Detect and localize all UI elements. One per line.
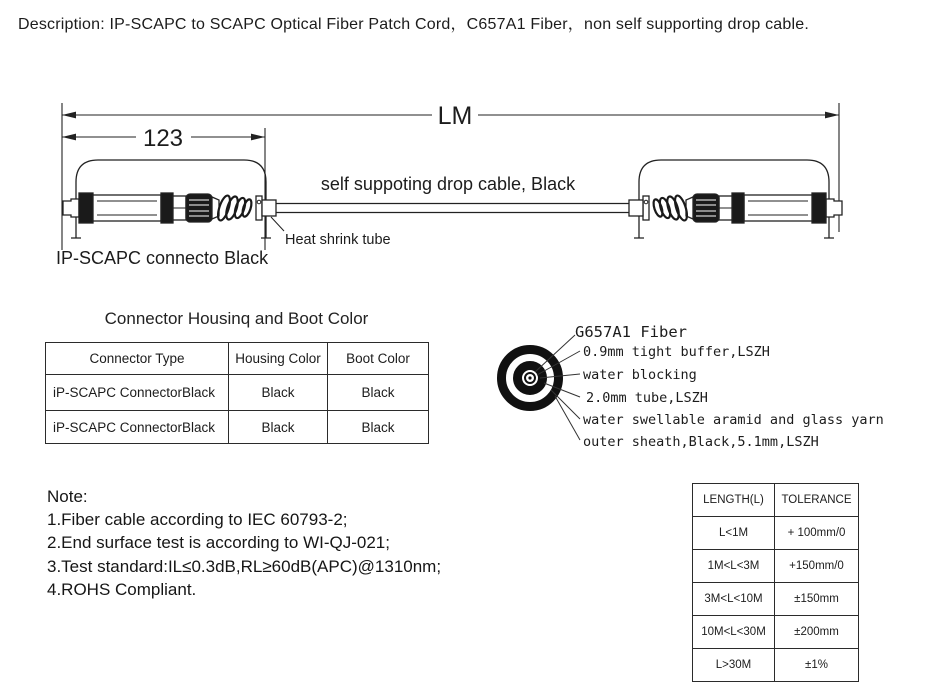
housing-color-cell: Black <box>229 411 328 444</box>
housing-color-cell: Black <box>229 375 328 411</box>
connector-color-table <box>45 342 429 444</box>
aramid-yarn-label: water swellable aramid and glass yarn <box>583 412 884 428</box>
length-cell: L>30M <box>693 649 775 682</box>
tolerance-cell: + 100mm/0 <box>775 517 859 550</box>
fiber-core-dot <box>528 376 531 379</box>
col-length: LENGTH(L) <box>693 484 775 517</box>
length-cell: L<1M <box>693 517 775 550</box>
tolerance-cell: +150mm/0 <box>775 550 859 583</box>
table-row <box>693 583 859 616</box>
table-row <box>693 616 859 649</box>
notes-title: Note: <box>47 487 88 506</box>
table-header-row <box>693 484 859 517</box>
fiber-type-label: G657A1 Fiber <box>575 323 687 341</box>
tolerance-cell: ±200mm <box>775 616 859 649</box>
tolerance-cell: ±150mm <box>775 583 859 616</box>
table-row <box>693 517 859 550</box>
cable-type-label: self suppoting drop cable, Black <box>320 174 576 194</box>
description-text: Description: IP-SCAPC to SCAPC Optical Fiber Patch Cord，C657A1 Fiber，non self supporting drop cable. <box>18 16 810 33</box>
water-blocking-label: water blocking <box>583 367 697 383</box>
boot-color-cell: Black <box>328 411 429 444</box>
col-connector-type: Connector Type <box>46 343 229 375</box>
boot-color-cell: Black <box>328 375 429 411</box>
notes-block <box>47 485 527 601</box>
connector-name-label: IP-SCAPC connecto Black <box>56 248 269 268</box>
length-cell: 1M<L<3M <box>693 550 775 583</box>
connector-length-dimension-label: 123 <box>142 125 184 152</box>
right-connector <box>629 160 842 238</box>
tight-buffer-label: 0.9mm tight buffer,LSZH <box>583 344 770 360</box>
connector-type-cell: iP-SCAPC ConnectorBlack <box>46 411 229 444</box>
fiber-cross-section <box>502 323 884 450</box>
table-row <box>693 649 859 682</box>
col-boot-color: Boot Color <box>328 343 429 375</box>
heat-shrink-label: Heat shrink tube <box>285 232 391 248</box>
drop-cable <box>276 204 629 213</box>
length-cell: 10M<L<30M <box>693 616 775 649</box>
note-item: 3.Test standard:IL≤0.3dB,RL≥60dB(APC)@1310nm; <box>47 556 442 576</box>
table-row <box>46 375 429 411</box>
table-row <box>693 550 859 583</box>
col-housing-color: Housing Color <box>229 343 328 375</box>
length-cell: 3M<L<10M <box>693 583 775 616</box>
connector-type-cell: iP-SCAPC ConnectorBlack <box>46 375 229 411</box>
left-connector <box>63 160 276 238</box>
tolerance-cell: ±1% <box>775 649 859 682</box>
note-item: 1.Fiber cable according to IEC 60793-2; <box>47 510 348 530</box>
overall-length-dimension-label: LM <box>437 102 473 130</box>
tube-label: 2.0mm tube,LSZH <box>586 390 708 406</box>
connector-table-title: Connector Housinq and Boot Color <box>104 309 369 328</box>
table-header-row <box>46 343 429 375</box>
col-tolerance: TOLERANCE <box>775 484 859 517</box>
table-row <box>46 411 429 444</box>
outer-sheath-label: outer sheath,Black,5.1mm,LSZH <box>583 434 819 450</box>
heat-shrink-leader-line <box>271 217 284 231</box>
note-item: 2.End surface test is according to WI-QJ-021; <box>47 533 390 553</box>
length-tolerance-table <box>692 483 859 682</box>
note-item: 4.ROHS Compliant. <box>47 579 197 599</box>
